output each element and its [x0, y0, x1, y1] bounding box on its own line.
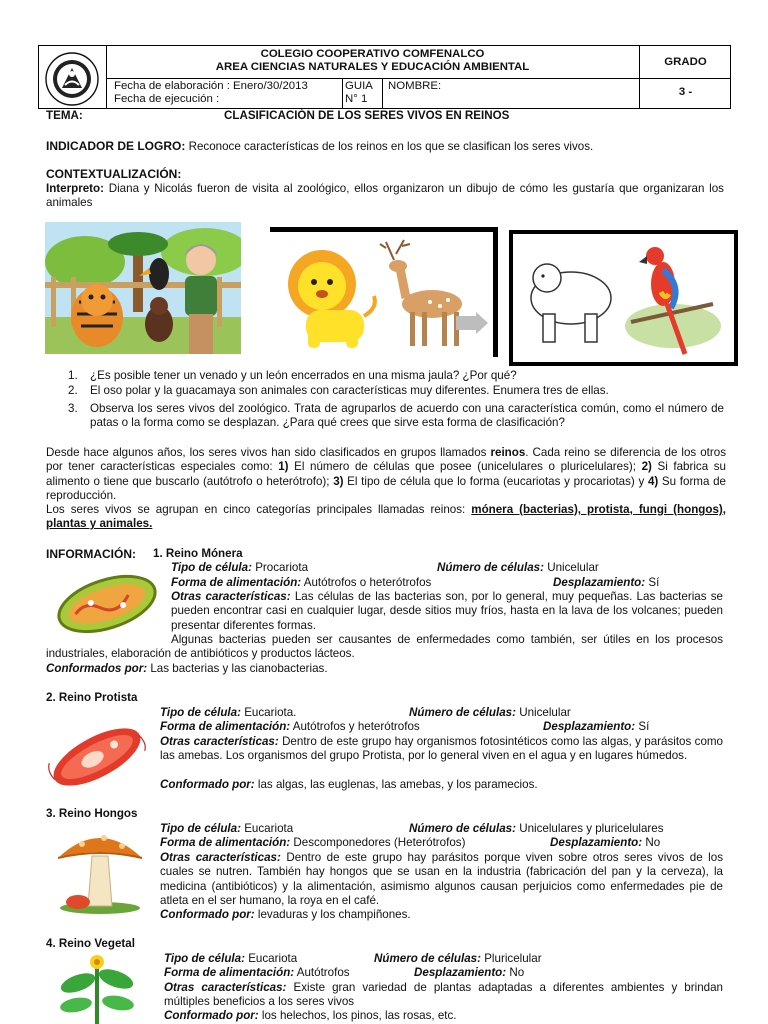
question-item [68, 384, 724, 398]
info-label: INFORMACIÓN: [46, 547, 136, 561]
field-label: Otras características: [160, 735, 279, 748]
kingdoms-paragraph [46, 503, 726, 532]
movement-row [414, 966, 524, 980]
intro-num: 3) [333, 474, 344, 488]
intro-paragraph [46, 446, 726, 503]
cell-type-row [160, 822, 293, 836]
intro-reinos: reinos [490, 446, 526, 459]
field-label: Forma de alimentación: [160, 720, 291, 733]
field-label: Número de células: [409, 822, 516, 835]
execution-date: Fecha de ejecución : [114, 93, 220, 105]
composed-of-row [160, 778, 538, 792]
other-features [160, 851, 723, 908]
field-value: Autótrofos y heterótrofos [292, 720, 420, 733]
question-item [68, 369, 724, 383]
kingdom-title: 1. Reino Mónera [153, 547, 243, 560]
field-label: Número de células: [374, 952, 481, 965]
field-label: Forma de alimentación: [164, 966, 295, 979]
field-value: Las bacterias y las cianobacterias. [150, 662, 328, 675]
question-item [68, 402, 724, 431]
field-value: Eucariota [248, 952, 298, 965]
mushroom-illustration [52, 824, 148, 914]
header-table [38, 45, 731, 109]
field-label: Tipo de célula: [171, 561, 252, 574]
field-value: Autótrofos o heterótrofos [303, 576, 432, 589]
question-text: Observa los seres vivos del zoológico. Trata de agruparlos de acuerdo con una característica común, como el número de patas o la forma como se desplazan. ¿Para qué crees que sirve esta forma de clasificación? [90, 402, 724, 430]
school-name: COLEGIO COOPERATIVO COMFENALCO [260, 48, 485, 60]
field-value: los helechos, los pinos, las rosas, etc. [261, 1009, 457, 1022]
question-number: 1. [68, 369, 78, 382]
indicator-label: INDICADOR DE LOGRO: [46, 139, 186, 153]
other-features [171, 590, 723, 633]
paramecium-illustration [44, 716, 150, 798]
cell-type-row [160, 706, 296, 720]
field-value: Descomponedores (Heterótrofos) [293, 836, 466, 849]
field-label: Tipo de célula: [160, 822, 241, 835]
cell-count-row [409, 706, 571, 720]
cell-type-row [171, 561, 308, 575]
nutrition-row [171, 576, 431, 590]
field-label: Conformados por: [46, 662, 148, 675]
field-label: Conformado por: [160, 778, 255, 791]
field-label: Número de células: [409, 706, 516, 719]
other-features [160, 735, 723, 764]
achievement-indicator [46, 139, 593, 154]
kingdom-title: 3. Reino Hongos [46, 807, 138, 820]
intro-text: El número de células que posee (unicelulares o pluricelulares); [288, 460, 642, 474]
field-value: No [509, 966, 525, 979]
tema-title: CLASIFICACIÓN DE LOS SERES VIVOS EN REINOS [224, 109, 510, 122]
field-label: Otras características: [171, 590, 291, 603]
other-features [164, 981, 723, 1010]
lion-and-deer-illustration [270, 227, 498, 357]
name-label: NOMBRE: [388, 80, 442, 92]
field-value: Las células de las bacterias son, por lo general, muy pequeñas. Las bacterias se pueden encontrar casi en cualquier lugar, desde sitios muy fríos, hasta en la lava de los volcanes; pueden presentar diferentes formas. [171, 590, 723, 632]
field-label: Otras características: [164, 981, 287, 994]
polar-bear-and-macaw-illustration [509, 230, 738, 366]
composed-of-row [46, 662, 328, 676]
field-label: Desplazamiento: [550, 836, 643, 849]
field-label: Número de células: [437, 561, 544, 574]
school-seal-icon [45, 52, 99, 106]
elaboration-date: Fecha de elaboración : Enero/30/2013 [114, 80, 308, 92]
question-text: El oso polar y la guacamaya son animales con características muy diferentes. Enumera tres de ellas. [90, 384, 609, 397]
field-value: Eucariota. [244, 706, 297, 719]
field-label: Tipo de célula: [160, 706, 241, 719]
composed-of-row [164, 1009, 457, 1023]
interpreto-paragraph [46, 182, 724, 211]
intro-text: El tipo de célula que lo forma (eucariotas y procariotas) y [343, 474, 648, 488]
movement-row [543, 720, 649, 734]
field-label: Forma de alimentación: [171, 576, 302, 589]
kingdom-title: 4. Reino Vegetal [46, 937, 135, 950]
bacterium-illustration [52, 566, 162, 642]
field-label: Desplazamiento: [553, 576, 646, 589]
nutrition-row [160, 836, 465, 850]
intro-num: 1) [278, 460, 289, 474]
grade-value: 3 - [678, 86, 693, 98]
field-value: Existe gran variedad de plantas adaptadas a diferentes ambientes y brindan múltiples beneficios a los seres vivos [164, 981, 723, 1009]
guide-label: GUIA [345, 80, 373, 92]
guide-number: N° 1 [345, 93, 368, 105]
field-label: Desplazamiento: [543, 720, 636, 733]
interpreto-label: Interpreto: [46, 182, 104, 195]
field-label: Desplazamiento: [414, 966, 507, 979]
field-value: Unicelular [547, 561, 599, 574]
field-value: Dentro de este grupo hay organismos fotosintéticos como las algas, y parásitos como las amebas. Los organismos del grupo Protista, por lo general viven en el agua y en lugares húmedos. [160, 735, 723, 763]
movement-row [550, 836, 660, 850]
intro-text: Si fabrica su alimento o tiene que buscarlo (autótrofo o heterótrofo); [46, 460, 726, 488]
nutrition-row [160, 720, 420, 734]
tema-label: TEMA: [46, 109, 83, 122]
intro-text: Desde hace algunos años, los seres vivos han sido clasificados en grupos llamados [46, 446, 491, 459]
cell-type-row [164, 952, 297, 966]
zoo-scene-illustration [45, 222, 241, 354]
plant-illustration [56, 953, 138, 1024]
field-value: las algas, las euglenas, las amebas, y los paramecios. [257, 778, 538, 791]
field-value: Pluricelular [484, 952, 542, 965]
kingdoms-intro-text: Los seres vivos se agrupan en cinco categorías principales llamadas reinos: [46, 503, 472, 516]
cell-count-row [374, 952, 542, 966]
field-value: Dentro de este grupo hay parásitos porque viven sobre otros seres vivos de los cuales se nutren. También hay hongos que se usan en la industria (fabricación del pan y la cerveza), la medicina (antibióticos) y la alimentación, asimismo algunos causan perjuicios como enfermedades pie de atleta en el ser humano, la roya en el café. [160, 851, 723, 907]
intro-text: Su forma de reproducción. [46, 474, 726, 502]
field-label: Conformado por: [164, 1009, 259, 1022]
composed-of-row [160, 908, 411, 922]
field-value: No [645, 836, 661, 849]
field-value: levaduras y los champiñones. [257, 908, 411, 921]
interpreto-text: Diana y Nicolás fueron de visita al zoológico, ellos organizaron un dibujo de cómo les gustaría que organizaran los animales [46, 182, 724, 210]
field-value: Unicelulares y pluricelulares [519, 822, 664, 835]
monera-extra: Algunas bacterias pueden ser causantes de enfermedades como también, ser útiles en los procesos industriales, elaboración de antibióticos y productos lácteos. [46, 633, 723, 661]
question-number: 3. [68, 402, 78, 415]
cell-count-row [437, 561, 599, 575]
field-label: Forma de alimentación: [160, 836, 291, 849]
movement-row [553, 576, 659, 590]
field-value: Procariota [255, 561, 309, 574]
kingdoms-list: mónera (bacterias), protista, fungi (hongos), plantas y animales. [46, 503, 726, 531]
field-value: Sí [638, 720, 650, 733]
field-label: Conformado por: [160, 908, 255, 921]
cell-count-row [409, 822, 664, 836]
area-name: AREA CIENCIAS NATURALES Y EDUCACIÓN AMBIENTAL [215, 61, 530, 73]
field-label: Otras características: [160, 851, 281, 864]
nutrition-row [164, 966, 350, 980]
intro-text: . Cada reino se diferencia de los otros por tener características especiales como: [46, 446, 726, 474]
intro-num: 2) [641, 460, 652, 474]
intro-num: 4) [647, 474, 659, 488]
question-number: 2. [68, 384, 78, 397]
field-label: Tipo de célula: [164, 952, 245, 965]
grade-label: GRADO [664, 56, 707, 68]
question-text: ¿Es posible tener un venado y un león encerrados en una misma jaula? ¿Por qué? [90, 369, 517, 382]
field-value: Eucariota [244, 822, 294, 835]
field-value: Sí [648, 576, 660, 589]
kingdom-title: 2. Reino Protista [46, 691, 138, 704]
context-heading: CONTEXTUALIZACIÓN: [46, 167, 182, 181]
field-value: Unicelular [519, 706, 571, 719]
field-value: Autótrofos [296, 966, 350, 979]
indicator-text: Reconoce características de los reinos en los que se clasifican los seres vivos. [188, 140, 594, 153]
